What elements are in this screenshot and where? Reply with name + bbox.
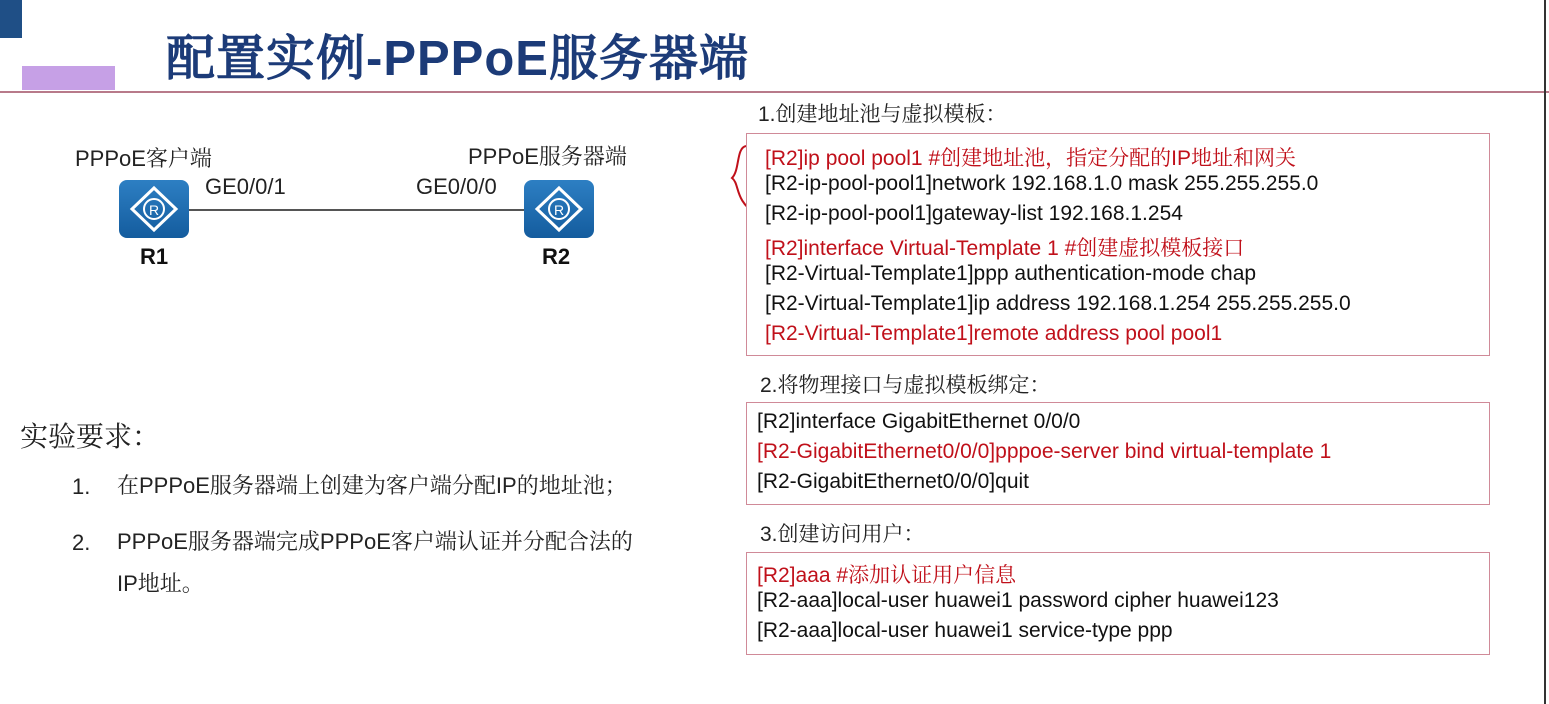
- code-line: [R2-Virtual-Template1]ppp authentication-mode chap: [765, 262, 1257, 285]
- code-line: [R2-ip-pool-pool1]network 192.168.1.0 mask 255.255.255.0: [765, 172, 1319, 195]
- corner-decoration: [0, 0, 22, 38]
- step-title: 1.创建地址池与虚拟模板：: [758, 103, 1007, 126]
- slide-title: 配置实例-PPPoE服务器端: [166, 32, 749, 86]
- step-title: 3.创建访问用户：: [760, 523, 925, 546]
- link-line: [188, 209, 526, 211]
- code-line: [R2]interface Virtual-Template 1 #创建虚拟模板接口: [765, 237, 1245, 260]
- requirement-item: PPPoE服务器端完成PPPoE客户端认证并分配合法的: [117, 529, 633, 554]
- slide-edge: [1544, 0, 1546, 704]
- r2-name: R2: [542, 244, 571, 269]
- code-line: [R2-Virtual-Template1]remote address pool pool1: [765, 322, 1223, 345]
- requirement-number: 1.: [72, 474, 91, 499]
- code-line: [R2]aaa #添加认证用户信息: [757, 564, 1017, 587]
- step-title: 2.将物理接口与虚拟模板绑定：: [760, 374, 1051, 397]
- code-line: [R2-Virtual-Template1]ip address 192.168.1.254 255.255.255.0: [765, 292, 1351, 315]
- title-divider: [0, 91, 1549, 93]
- code-line: [R2]interface GigabitEthernet 0/0/0: [757, 410, 1081, 433]
- code-block: [746, 133, 1490, 356]
- router-glyph: R: [553, 202, 565, 218]
- r1-port-label: GE0/0/1: [205, 174, 286, 199]
- title-accent-bar: [22, 66, 115, 90]
- code-line: [R2-aaa]local-user huawei1 password cipher huawei123: [757, 589, 1279, 612]
- router-glyph: R: [148, 202, 160, 218]
- r2-port-label: GE0/0/0: [416, 174, 497, 199]
- client-label: PPPoE客户端: [75, 146, 212, 171]
- router-icon: [119, 180, 189, 238]
- code-line: [R2-GigabitEthernet0/0/0]pppoe-server bind virtual-template 1: [757, 440, 1332, 463]
- requirement-item: 在PPPoE服务器端上创建为客户端分配IP的地址池；: [117, 473, 627, 498]
- code-line: [R2]ip pool pool1 #创建地址池，指定分配的IP地址和网关: [765, 147, 1296, 170]
- topology-diagram: [0, 130, 720, 290]
- code-line: [R2-ip-pool-pool1]gateway-list 192.168.1.254: [765, 202, 1183, 225]
- code-block: [746, 402, 1490, 505]
- server-label: PPPoE服务器端: [468, 144, 627, 169]
- requirement-number: 2.: [72, 530, 91, 555]
- requirements-title: 实验要求：: [20, 421, 161, 452]
- router-icon: [524, 180, 594, 238]
- requirement-item-continued: IP地址。: [117, 571, 204, 596]
- code-block: [746, 552, 1490, 655]
- code-line: [R2-aaa]local-user huawei1 service-type ppp: [757, 619, 1173, 642]
- code-line: [R2-GigabitEthernet0/0/0]quit: [757, 470, 1029, 493]
- r1-name: R1: [140, 244, 169, 269]
